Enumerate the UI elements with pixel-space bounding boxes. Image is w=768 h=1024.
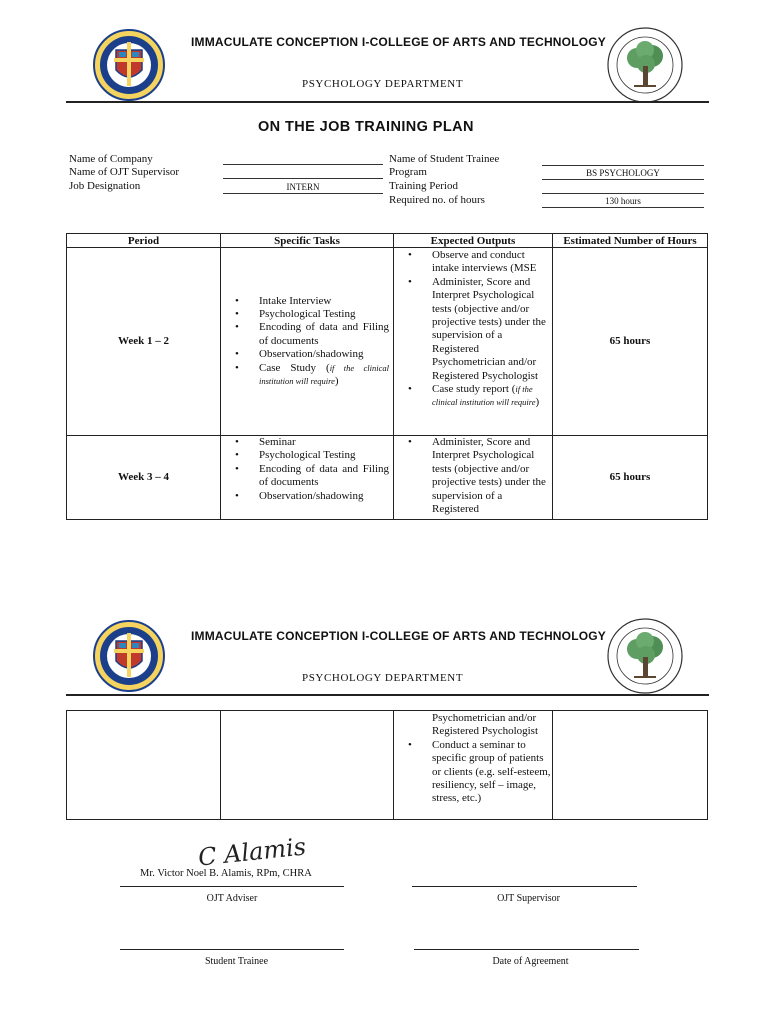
list-item: • Observation/shadowing xyxy=(235,348,389,361)
list-item: • Psychological Testing xyxy=(235,449,389,462)
row-hours: 65 hours xyxy=(553,436,708,520)
trainee-field[interactable] xyxy=(542,153,704,166)
case-study-text: Case Study ( xyxy=(259,361,330,374)
row-period: Week 3 – 4 xyxy=(67,436,221,520)
list-item: • Administer, Score and Interpret Psychological tests (objective and/or projective tests) under the supervision of a Registered Psychometrician and/or Registered Psychologist xyxy=(408,276,552,383)
list-item: • Intake Interview xyxy=(235,295,389,308)
supervisor-signature-line xyxy=(412,886,637,887)
table-row xyxy=(67,711,708,820)
list-item: • Encoding of data and Filing of documents xyxy=(235,321,389,348)
row-tasks xyxy=(221,711,394,820)
list-item: • Conduct a seminar to specific group of patients or clients (e.g. self-esteem, resiliency, self – image, stress, etc.) xyxy=(408,739,552,806)
header-rule xyxy=(66,101,709,103)
list-item: • Observation/shadowing xyxy=(235,490,389,503)
row-outputs xyxy=(394,436,553,520)
header-expected-outputs: Expected Outputs xyxy=(394,234,553,248)
header-rule-line xyxy=(66,694,709,696)
row-hours xyxy=(553,711,708,820)
adviser-signature-line xyxy=(120,886,344,887)
trainee-label: Name of Student Trainee xyxy=(389,153,500,165)
row-tasks xyxy=(221,436,394,520)
supervisor-label: Name of OJT Supervisor xyxy=(69,166,180,178)
list-item: • Observe and conduct intake interviews (MSE xyxy=(408,249,552,276)
document-title: ON THE JOB TRAINING PLAN xyxy=(258,119,474,135)
training-period-field[interactable] xyxy=(542,181,704,194)
training-period-label: Training Period xyxy=(389,180,458,192)
list-item: • Encoding of data and Filing of documents xyxy=(235,463,389,490)
required-hours-label: Required no. of hours xyxy=(389,194,485,206)
school-seal-logo xyxy=(92,28,166,102)
row-period xyxy=(67,711,221,820)
psychology-logo xyxy=(606,617,684,695)
date-label: Date of Agreement xyxy=(492,956,569,967)
school-seal-logo xyxy=(92,619,166,693)
row-outputs xyxy=(394,248,553,436)
header-estimated-hours: Estimated Number of Hours xyxy=(553,234,708,248)
adviser-name: Mr. Victor Noel B. Alamis, RPm, CHRA xyxy=(140,868,312,879)
department-name: PSYCHOLOGY DEPARTMENT xyxy=(302,78,464,90)
header-specific-tasks: Specific Tasks xyxy=(221,234,394,248)
table-header-row xyxy=(67,234,708,248)
company-field[interactable] xyxy=(223,152,383,165)
row-outputs xyxy=(394,711,553,820)
trainee-label: Student Trainee xyxy=(204,956,269,967)
company-label: Name of Company xyxy=(69,153,153,165)
supervisor-field[interactable] xyxy=(223,166,383,179)
date-signature-line xyxy=(414,949,639,950)
designation-label: Job Designation xyxy=(69,180,141,192)
list-item: • Administer, Score and Interpret Psychological tests (objective and/or projective tests) under the supervision of a Registered xyxy=(408,436,552,516)
psychology-logo xyxy=(606,26,684,104)
school-name: IMMACULATE CONCEPTION I-COLLEGE OF ARTS AND TECHNOLOGY xyxy=(191,35,607,49)
training-plan-table xyxy=(66,233,708,520)
training-plan-table-continued xyxy=(66,710,708,820)
row-hours: 65 hours xyxy=(553,248,708,436)
table-row xyxy=(67,248,708,436)
case-report-close: ) xyxy=(535,396,540,409)
list-item xyxy=(408,383,552,410)
row-period: Week 1 – 2 xyxy=(67,248,221,436)
case-report-text: Case study report ( xyxy=(432,383,516,396)
list-item xyxy=(235,362,389,389)
designation-field[interactable]: INTERN xyxy=(223,181,383,194)
required-hours-field[interactable]: 130 hours xyxy=(542,195,704,208)
table-row xyxy=(67,436,708,520)
list-item: • Psychological Testing xyxy=(235,308,389,321)
case-study-close: ) xyxy=(334,375,339,388)
adviser-label: OJT Adviser xyxy=(206,893,258,904)
trainee-signature-line xyxy=(120,949,344,950)
case-study-note: if the clinical institution will require xyxy=(259,362,389,387)
header-period: Period xyxy=(67,234,221,248)
adviser-signature: C Alamis xyxy=(196,832,308,872)
program-label: Program xyxy=(389,166,427,178)
supervisor-label: OJT Supervisor xyxy=(497,893,560,904)
list-item: • Seminar xyxy=(235,436,389,449)
case-report-note: if the clinical institution will require xyxy=(432,384,536,408)
school-name: IMMACULATE CONCEPTION I-COLLEGE OF ARTS AND TECHNOLOGY xyxy=(191,629,607,643)
row-tasks xyxy=(221,248,394,436)
department-name: PSYCHOLOGY DEPARTMENT xyxy=(302,672,464,684)
list-item: Psychometrician and/or Registered Psychologist xyxy=(432,712,539,738)
program-field[interactable]: BS PSYCHOLOGY xyxy=(542,167,704,180)
